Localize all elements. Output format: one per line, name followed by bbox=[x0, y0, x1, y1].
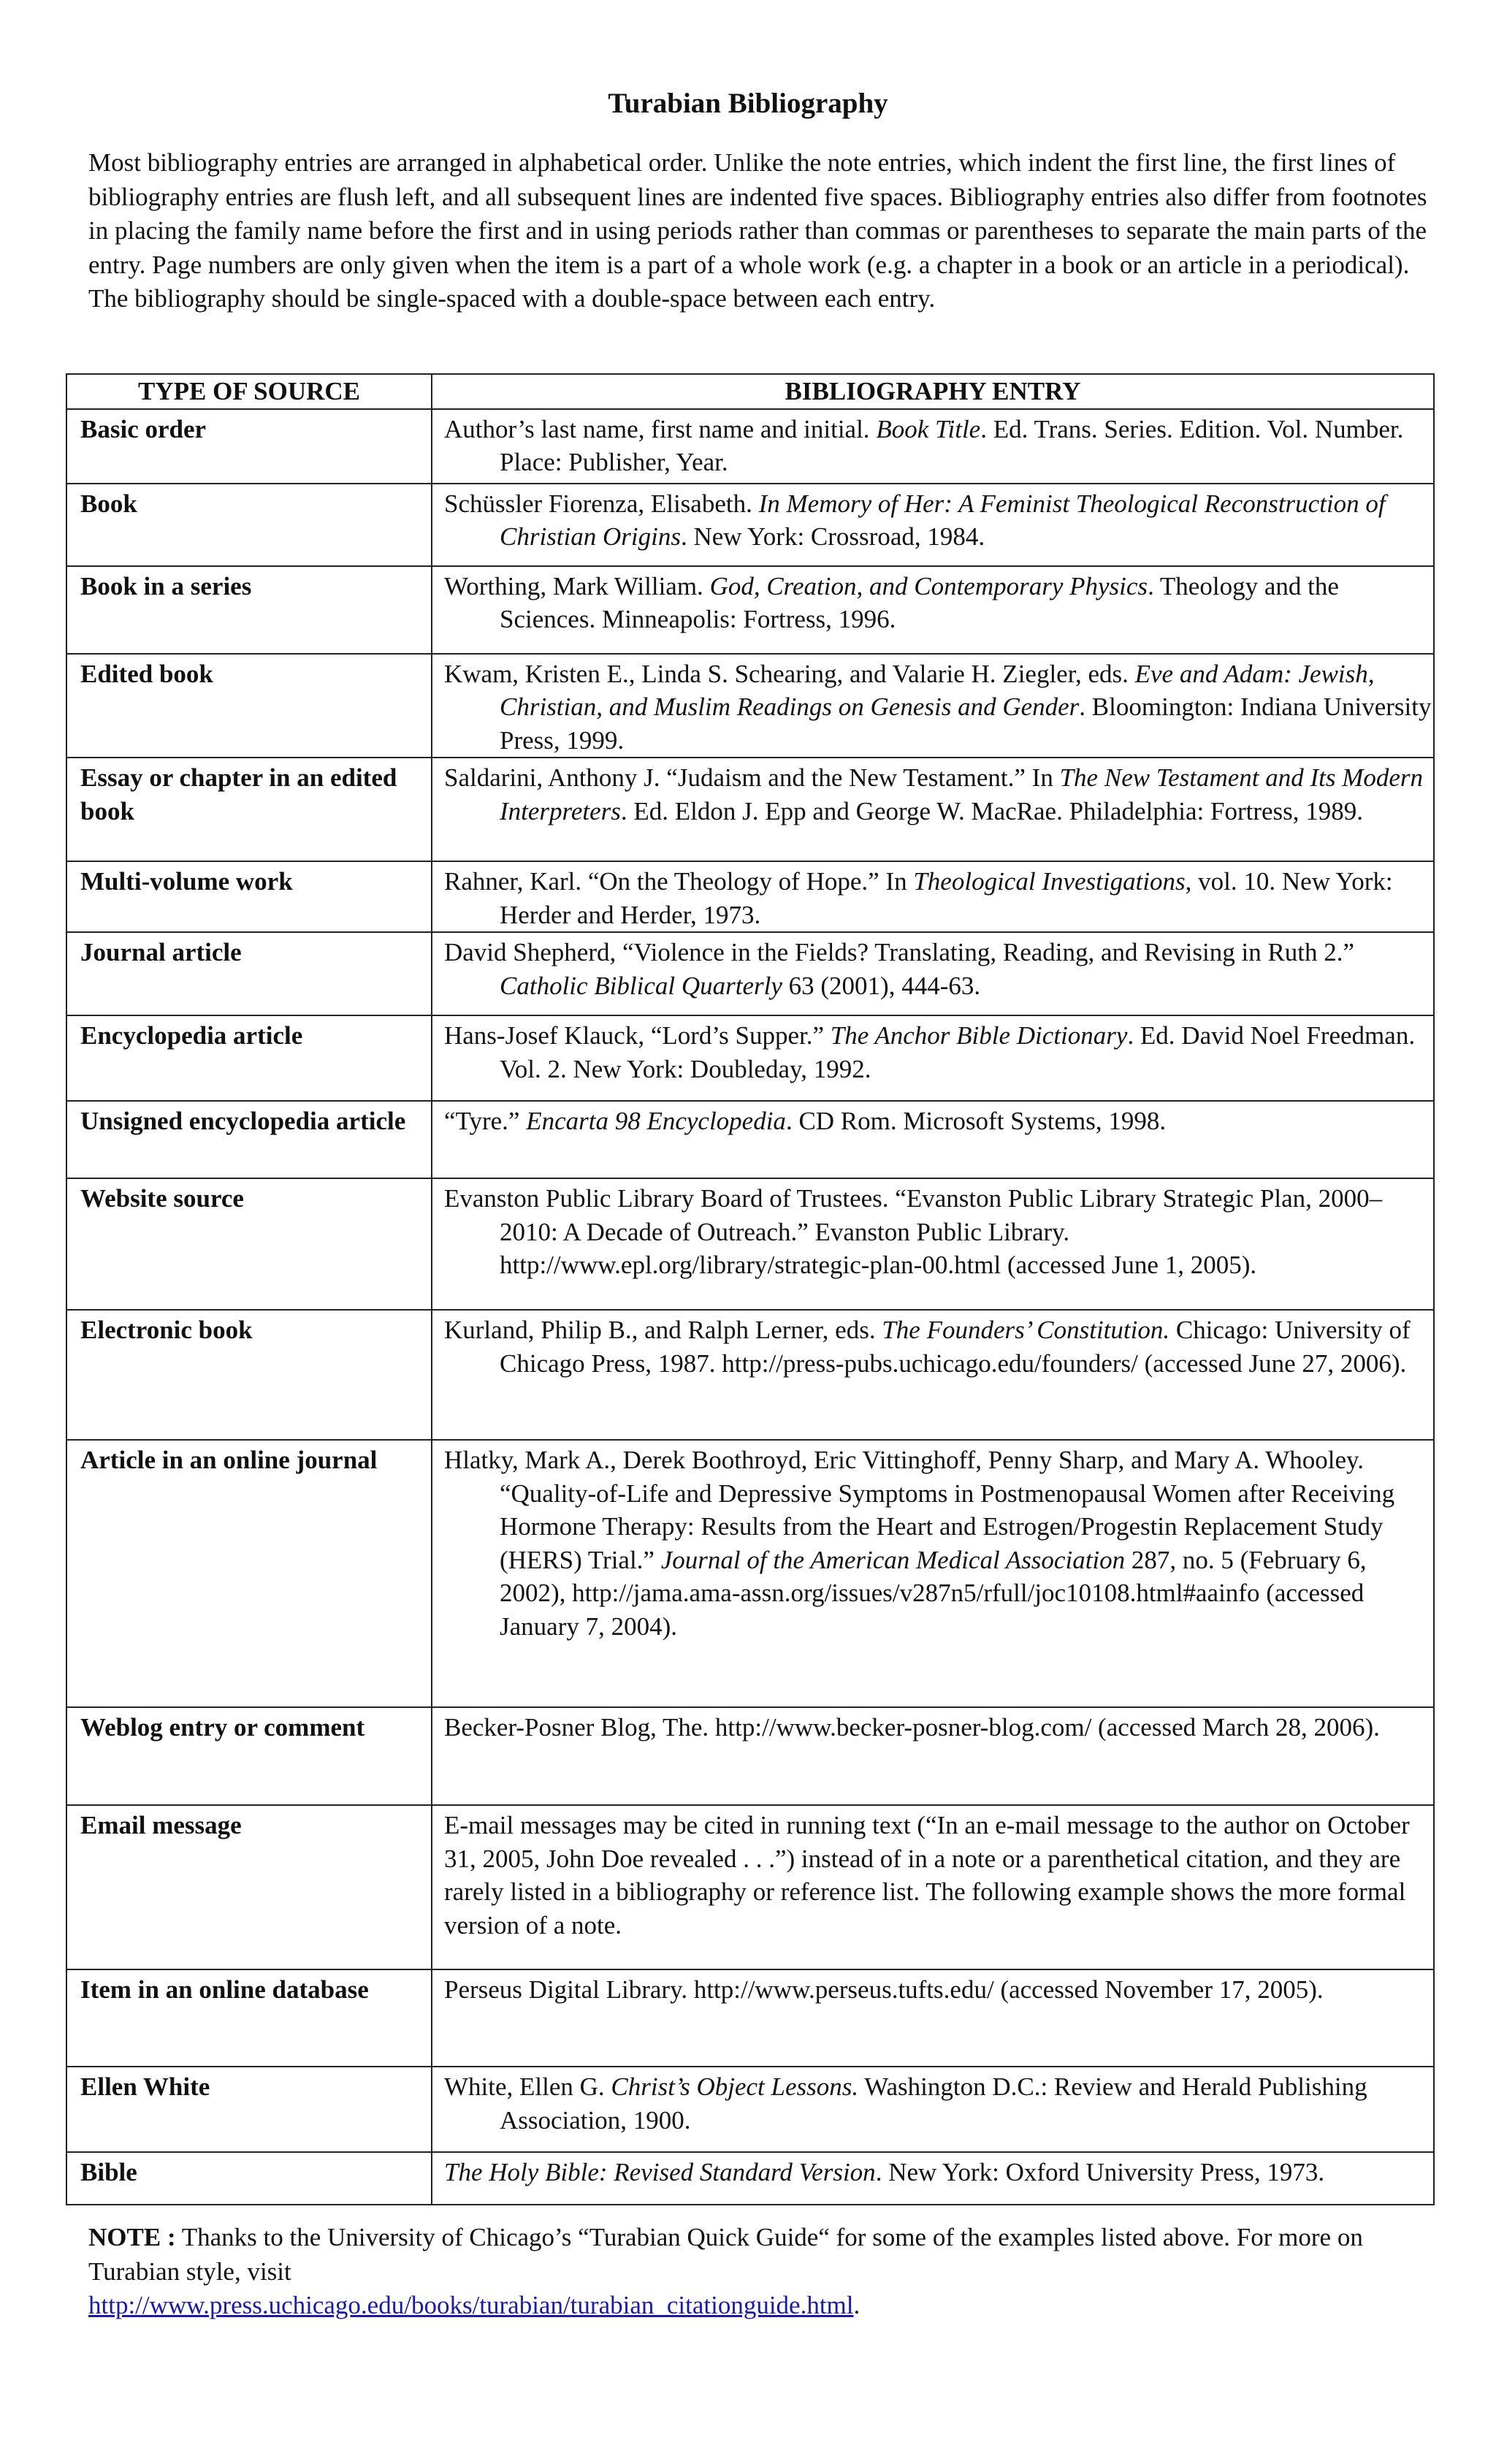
entry-text: “Tyre.” bbox=[444, 1107, 527, 1135]
table-header-row bbox=[66, 374, 1434, 409]
entry-text: . CD Rom. Microsoft Systems, 1998. bbox=[785, 1107, 1167, 1135]
turabian-guide-link[interactable]: http://www.press.uchicago.edu/books/turabian/turabian_citationguide.html bbox=[88, 2291, 854, 2319]
source-type: Book bbox=[66, 484, 432, 566]
table-row bbox=[66, 1707, 1434, 1805]
entry-text: . Ed. Eldon J. Epp and George W. MacRae. Philadelphia: Fortress, 1989. bbox=[620, 796, 1364, 825]
entry-text: . New York: Oxford University Press, 1973. bbox=[875, 2158, 1325, 2186]
entry-text: . Bloomington: Indiana University Press, 1999. bbox=[500, 693, 1432, 755]
source-type: Unsigned encyclopedia article bbox=[66, 1101, 432, 1178]
entry-title: The Holy Bible: Revised Standard Version bbox=[444, 2158, 876, 2186]
entry-title: Book Title bbox=[876, 414, 981, 443]
entry-text: Worthing, Mark William. bbox=[444, 571, 710, 600]
entry-title: In Memory of Her: A Feminist Theological Reconstruction of Christian Origins bbox=[500, 489, 1386, 551]
note-label: NOTE : bbox=[88, 2223, 176, 2251]
table-row bbox=[66, 1805, 1434, 1969]
entry-title: The Anchor Bible Dictionary bbox=[830, 1021, 1128, 1050]
entry-text: David Shepherd, “Violence in the Fields? Translating, Reading, and Revising in Ruth 2.” bbox=[444, 938, 1355, 966]
entry-text: Schüssler Fiorenza, Elisabeth. bbox=[444, 489, 759, 518]
bibliography-entry bbox=[432, 566, 1434, 654]
entry-text: Hans-Josef Klauck, “Lord’s Supper.” bbox=[444, 1021, 831, 1050]
bibliography-entry bbox=[432, 1969, 1434, 2067]
entry-title: Catholic Biblical Quarterly bbox=[500, 971, 782, 1000]
table-row bbox=[66, 1440, 1434, 1707]
bibliography-entry bbox=[432, 484, 1434, 566]
bibliography-entry bbox=[432, 758, 1434, 861]
header-type-of-source: TYPE OF SOURCE bbox=[66, 374, 432, 409]
entry-text: Washington D.C.: Review and Herald Publishing Association, 1900. bbox=[500, 2072, 1367, 2135]
bibliography-entry bbox=[432, 861, 1434, 932]
table-row bbox=[66, 2152, 1434, 2205]
entry-text: , vol. 10. New York: Herder and Herder, 1973. bbox=[500, 867, 1393, 929]
source-type: Essay or chapter in an edited book bbox=[66, 758, 432, 861]
entry-text: . Ed. David Noel Freedman. Vol. 2. New York: Doubleday, 1992. bbox=[500, 1021, 1416, 1083]
footnote bbox=[88, 2221, 1440, 2323]
entry-text: Saldarini, Anthony J. “Judaism and the New Testament.” In bbox=[444, 763, 1060, 792]
table-row bbox=[66, 861, 1434, 932]
table-row bbox=[66, 1310, 1434, 1440]
entry-text: 287, no. 5 (February 6, 2002), http://jama.ama-assn.org/issues/v287n5/rfull/joc10108.html#aainfo (accessed January 7, 2004). bbox=[500, 1545, 1367, 1641]
bibliography-entry bbox=[432, 1707, 1434, 1805]
entry-text: Chicago: University of Chicago Press, 1987. http://press-pubs.uchicago.edu/founders/ (accessed June 27, 2006). bbox=[500, 1316, 1411, 1378]
table-row bbox=[66, 654, 1434, 758]
bibliography-entry bbox=[432, 1805, 1434, 1969]
entry-text: Becker-Posner Blog, The. http://www.becker-posner-blog.com/ (accessed March 28, 2006). bbox=[444, 1713, 1380, 1742]
bibliography-entry bbox=[432, 1101, 1434, 1178]
source-type: Item in an online database bbox=[66, 1969, 432, 2067]
entry-text: Kurland, Philip B., and Ralph Lerner, eds. bbox=[444, 1316, 882, 1344]
table-row bbox=[66, 1101, 1434, 1178]
bibliography-entry bbox=[432, 2152, 1434, 2205]
source-type: Weblog entry or comment bbox=[66, 1707, 432, 1805]
entry-text: Kwam, Kristen E., Linda S. Schearing, and Valarie H. Ziegler, eds. bbox=[444, 659, 1135, 688]
table-row bbox=[66, 932, 1434, 1015]
intro-paragraph: Most bibliography entries are arranged in alphabetical order. Unlike the note entries, which indent the first line, the first lines of bibliography entries are flush left, and all subsequent lines are indented five spaces. Bibliography entries also differ from footnotes in placing the family name before the first and in using periods rather than commas or parentheses to separate the main parts of the entry. Page numbers are only given when the item is a part of a whole work (e.g. a chapter in a book or an article in a periodical). The bibliography should be single-spaced with a double-space between each entry. bbox=[88, 148, 1427, 313]
bibliography-entry bbox=[432, 1178, 1434, 1310]
table-row bbox=[66, 1969, 1434, 2067]
bibliography-entry bbox=[432, 1440, 1434, 1707]
table-row bbox=[66, 409, 1434, 484]
entry-text: . Ed. Trans. Series. Edition. Vol. Number. Place: Publisher, Year. bbox=[500, 414, 1404, 476]
entry-title: The New Testament and Its Modern Interpreters bbox=[500, 763, 1424, 825]
entry-title: Encarta 98 Encyclopedia bbox=[526, 1107, 786, 1135]
table-row bbox=[66, 1178, 1434, 1310]
bibliography-entry bbox=[432, 1310, 1434, 1440]
bibliography-table bbox=[66, 373, 1435, 2205]
header-bibliography-entry: BIBLIOGRAPHY ENTRY bbox=[432, 374, 1434, 409]
entry-text: E-mail messages may be cited in running text (“In an e-mail message to the author on October 31, 2005, John Doe revealed . . .”) instead of in a note or a parenthetical citation, and they are rarely listed in a bibliography or reference list. The following example shows the more formal version of a note. bbox=[444, 1811, 1410, 1939]
source-type: Encyclopedia article bbox=[66, 1015, 432, 1101]
bibliography-entry bbox=[432, 1015, 1434, 1101]
source-type: Article in an online journal bbox=[66, 1440, 432, 1707]
entry-title: Theological Investigations bbox=[913, 867, 1186, 896]
table-row bbox=[66, 1015, 1434, 1101]
source-type: Website source bbox=[66, 1178, 432, 1310]
entry-text: 63 (2001), 444-63. bbox=[782, 971, 981, 1000]
source-type: Ellen White bbox=[66, 2067, 432, 2152]
bibliography-entry bbox=[432, 409, 1434, 484]
source-type: Book in a series bbox=[66, 566, 432, 654]
entry-text: Evanston Public Library Board of Trustees. “Evanston Public Library Strategic Plan, 2000–2010: A Decade of Outreach.” Evanston Public Library. http://www.epl.org/library/strategic-plan-00.html (accessed June 1, 2005). bbox=[444, 1184, 1383, 1279]
entry-title: The Founders’ Constitution. bbox=[882, 1316, 1170, 1344]
note-end: . bbox=[853, 2291, 860, 2319]
source-type: Edited book bbox=[66, 654, 432, 758]
source-type: Journal article bbox=[66, 932, 432, 1015]
table-row bbox=[66, 758, 1434, 861]
source-type: Email message bbox=[66, 1805, 432, 1969]
table-row bbox=[66, 2067, 1434, 2152]
source-type: Electronic book bbox=[66, 1310, 432, 1440]
table-row bbox=[66, 566, 1434, 654]
entry-title: God, Creation, and Contemporary Physics bbox=[709, 571, 1148, 600]
table-row bbox=[66, 484, 1434, 566]
entry-text: Hlatky, Mark A., Derek Boothroyd, Eric Vittinghoff, Penny Sharp, and Mary A. Whooley. “Quality-of-Life and Depressive Symptoms in Postmenopausal Women after Receiving Hormone Therapy: Results from the Heart and Estrogen/Progestin Replacement Study (HERS) Trial.” bbox=[444, 1446, 1395, 1574]
entry-text: White, Ellen G. bbox=[444, 2072, 611, 2101]
entry-title: Eve and Adam: Jewish, Christian, and Muslim Readings on Genesis and Gender bbox=[500, 659, 1375, 721]
bibliography-entry bbox=[432, 932, 1434, 1015]
bibliography-entry bbox=[432, 2067, 1434, 2152]
entry-text: Rahner, Karl. “On the Theology of Hope.” In bbox=[444, 867, 914, 896]
entry-text: Author’s last name, first name and initial. bbox=[444, 414, 877, 443]
entry-title: Journal of the American Medical Association bbox=[660, 1545, 1126, 1574]
source-type: Multi-volume work bbox=[66, 861, 432, 932]
note-text: Thanks to the University of Chicago’s “Turabian Quick Guide“ for some of the examples listed above. For more on Turabian style, visit bbox=[88, 2223, 1363, 2286]
entry-title: Christ’s Object Lessons. bbox=[611, 2072, 859, 2101]
source-type: Basic order bbox=[66, 409, 432, 484]
bibliography-entry bbox=[432, 654, 1434, 758]
entry-text: Perseus Digital Library. http://www.perseus.tufts.edu/ (accessed November 17, 2005). bbox=[444, 1975, 1324, 2004]
source-type: Bible bbox=[66, 2152, 432, 2205]
entry-text: . New York: Crossroad, 1984. bbox=[680, 522, 985, 551]
entry-text: . Theology and the Sciences. Minneapolis: Fortress, 1996. bbox=[500, 571, 1339, 633]
page-title: Turabian Bibliography bbox=[608, 88, 888, 119]
